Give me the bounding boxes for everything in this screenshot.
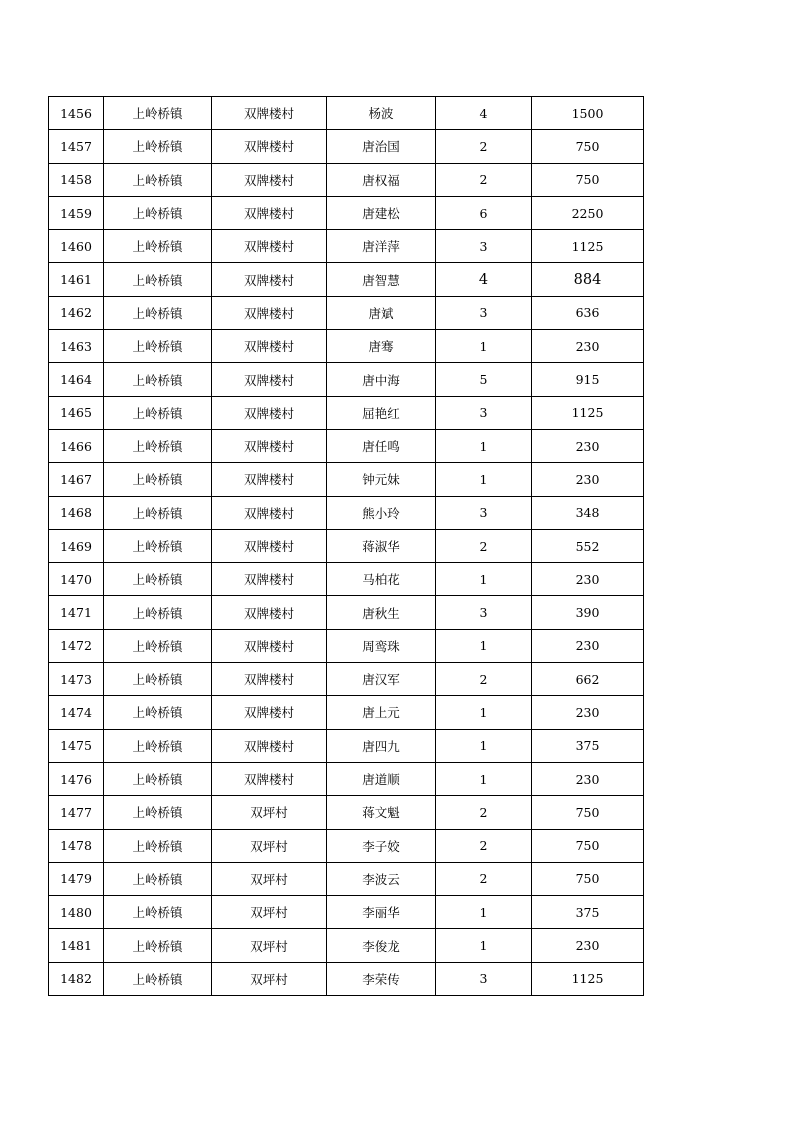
amount-cell: 230 [532,563,644,596]
household-count-cell: 1 [436,929,532,962]
town-cell: 上岭桥镇 [104,696,212,729]
table-row [49,163,644,196]
town-cell: 上岭桥镇 [104,962,212,995]
row-number-cell: 1482 [49,962,104,995]
name-cell: 唐权福 [327,163,436,196]
name-cell: 唐斌 [327,296,436,329]
town-cell: 上岭桥镇 [104,429,212,462]
table-row [49,929,644,962]
table-row [49,463,644,496]
name-cell: 唐上元 [327,696,436,729]
town-cell: 上岭桥镇 [104,862,212,895]
village-cell: 双牌楼村 [212,230,327,263]
name-cell: 唐洋萍 [327,230,436,263]
household-count-cell: 2 [436,829,532,862]
household-count-cell: 3 [436,396,532,429]
village-cell: 双牌楼村 [212,629,327,662]
town-cell: 上岭桥镇 [104,496,212,529]
village-cell: 双坪村 [212,829,327,862]
table-row [49,130,644,163]
household-count-cell: 2 [436,163,532,196]
row-number-cell: 1471 [49,596,104,629]
town-cell: 上岭桥镇 [104,230,212,263]
table-row [49,330,644,363]
village-cell: 双坪村 [212,796,327,829]
amount-cell: 552 [532,529,644,562]
village-cell: 双牌楼村 [212,97,327,130]
amount-cell: 230 [532,929,644,962]
amount-cell: 1125 [532,396,644,429]
town-cell: 上岭桥镇 [104,596,212,629]
row-number-cell: 1462 [49,296,104,329]
name-cell: 蒋淑华 [327,529,436,562]
row-number-cell: 1464 [49,363,104,396]
village-cell: 双牌楼村 [212,130,327,163]
row-number-cell: 1457 [49,130,104,163]
table-row [49,230,644,263]
name-cell: 唐治国 [327,130,436,163]
amount-cell: 750 [532,796,644,829]
amount-cell: 348 [532,496,644,529]
town-cell: 上岭桥镇 [104,663,212,696]
town-cell: 上岭桥镇 [104,330,212,363]
table-row [49,529,644,562]
row-number-cell: 1460 [49,230,104,263]
data-table-container [48,96,644,996]
table-row [49,563,644,596]
amount-cell: 750 [532,130,644,163]
village-cell: 双坪村 [212,962,327,995]
amount-cell: 750 [532,862,644,895]
town-cell: 上岭桥镇 [104,263,212,296]
village-cell: 双牌楼村 [212,296,327,329]
table-row [49,829,644,862]
household-count-cell: 1 [436,762,532,795]
table-row [49,663,644,696]
name-cell: 唐建松 [327,196,436,229]
village-cell: 双坪村 [212,896,327,929]
table-row [49,363,644,396]
amount-cell: 750 [532,163,644,196]
amount-cell: 2250 [532,196,644,229]
table-row [49,962,644,995]
household-count-cell: 3 [436,296,532,329]
row-number-cell: 1477 [49,796,104,829]
town-cell: 上岭桥镇 [104,396,212,429]
name-cell: 李丽华 [327,896,436,929]
village-cell: 双牌楼村 [212,529,327,562]
household-count-cell: 1 [436,629,532,662]
amount-cell: 230 [532,629,644,662]
town-cell: 上岭桥镇 [104,196,212,229]
town-cell: 上岭桥镇 [104,97,212,130]
village-cell: 双牌楼村 [212,696,327,729]
village-cell: 双坪村 [212,929,327,962]
row-number-cell: 1475 [49,729,104,762]
name-cell: 唐智慧 [327,263,436,296]
town-cell: 上岭桥镇 [104,463,212,496]
village-cell: 双牌楼村 [212,263,327,296]
name-cell: 马柏花 [327,563,436,596]
name-cell: 熊小玲 [327,496,436,529]
village-cell: 双牌楼村 [212,762,327,795]
village-cell: 双牌楼村 [212,463,327,496]
town-cell: 上岭桥镇 [104,629,212,662]
village-cell: 双牌楼村 [212,196,327,229]
row-number-cell: 1466 [49,429,104,462]
village-cell: 双牌楼村 [212,496,327,529]
household-count-cell: 1 [436,463,532,496]
village-cell: 双牌楼村 [212,596,327,629]
amount-cell: 636 [532,296,644,329]
amount-cell: 375 [532,729,644,762]
village-cell: 双牌楼村 [212,396,327,429]
data-table [48,96,644,996]
row-number-cell: 1456 [49,97,104,130]
household-count-cell: 3 [436,496,532,529]
name-cell: 李俊龙 [327,929,436,962]
row-number-cell: 1481 [49,929,104,962]
name-cell: 李荣传 [327,962,436,995]
row-number-cell: 1461 [49,263,104,296]
town-cell: 上岭桥镇 [104,762,212,795]
row-number-cell: 1463 [49,330,104,363]
household-count-cell: 2 [436,862,532,895]
table-row [49,762,644,795]
household-count-cell: 1 [436,429,532,462]
town-cell: 上岭桥镇 [104,529,212,562]
table-row [49,696,644,729]
village-cell: 双牌楼村 [212,330,327,363]
row-number-cell: 1476 [49,762,104,795]
household-count-cell: 1 [436,729,532,762]
amount-cell: 750 [532,829,644,862]
row-number-cell: 1478 [49,829,104,862]
town-cell: 上岭桥镇 [104,130,212,163]
name-cell: 唐秋生 [327,596,436,629]
table-row [49,862,644,895]
row-number-cell: 1459 [49,196,104,229]
amount-cell: 1125 [532,230,644,263]
household-count-cell: 2 [436,663,532,696]
row-number-cell: 1468 [49,496,104,529]
village-cell: 双牌楼村 [212,429,327,462]
row-number-cell: 1469 [49,529,104,562]
household-count-cell: 5 [436,363,532,396]
row-number-cell: 1470 [49,563,104,596]
row-number-cell: 1480 [49,896,104,929]
town-cell: 上岭桥镇 [104,296,212,329]
table-row [49,396,644,429]
name-cell: 李波云 [327,862,436,895]
town-cell: 上岭桥镇 [104,796,212,829]
table-row [49,429,644,462]
amount-cell: 1125 [532,962,644,995]
name-cell: 唐四九 [327,729,436,762]
table-row [49,296,644,329]
amount-cell: 230 [532,762,644,795]
row-number-cell: 1465 [49,396,104,429]
table-row [49,97,644,130]
table-row [49,196,644,229]
town-cell: 上岭桥镇 [104,563,212,596]
name-cell: 李子姣 [327,829,436,862]
amount-cell: 230 [532,330,644,363]
row-number-cell: 1474 [49,696,104,729]
table-row [49,729,644,762]
town-cell: 上岭桥镇 [104,363,212,396]
household-count-cell: 2 [436,796,532,829]
amount-cell: 230 [532,696,644,729]
name-cell: 唐道顺 [327,762,436,795]
town-cell: 上岭桥镇 [104,829,212,862]
household-count-cell: 1 [436,696,532,729]
table-row [49,263,644,296]
household-count-cell: 1 [436,563,532,596]
household-count-cell: 4 [436,97,532,130]
amount-cell: 230 [532,463,644,496]
name-cell: 屈艳红 [327,396,436,429]
household-count-cell: 3 [436,596,532,629]
village-cell: 双牌楼村 [212,563,327,596]
name-cell: 杨波 [327,97,436,130]
table-row [49,629,644,662]
amount-cell: 915 [532,363,644,396]
amount-cell: 390 [532,596,644,629]
name-cell: 唐中海 [327,363,436,396]
amount-cell: 230 [532,429,644,462]
amount-cell: 884 [532,263,644,296]
amount-cell: 375 [532,896,644,929]
household-count-cell: 6 [436,196,532,229]
village-cell: 双牌楼村 [212,363,327,396]
table-row [49,596,644,629]
amount-cell: 1500 [532,97,644,130]
household-count-cell: 3 [436,962,532,995]
name-cell: 唐骞 [327,330,436,363]
row-number-cell: 1458 [49,163,104,196]
town-cell: 上岭桥镇 [104,896,212,929]
town-cell: 上岭桥镇 [104,163,212,196]
table-body [49,97,644,996]
village-cell: 双牌楼村 [212,729,327,762]
amount-cell: 662 [532,663,644,696]
household-count-cell: 3 [436,230,532,263]
village-cell: 双牌楼村 [212,663,327,696]
household-count-cell: 1 [436,330,532,363]
name-cell: 钟元妹 [327,463,436,496]
row-number-cell: 1479 [49,862,104,895]
village-cell: 双牌楼村 [212,163,327,196]
household-count-cell: 4 [436,263,532,296]
name-cell: 唐汉军 [327,663,436,696]
table-row [49,796,644,829]
household-count-cell: 2 [436,529,532,562]
name-cell: 唐任鸣 [327,429,436,462]
household-count-cell: 2 [436,130,532,163]
name-cell: 蒋文魁 [327,796,436,829]
town-cell: 上岭桥镇 [104,729,212,762]
row-number-cell: 1473 [49,663,104,696]
village-cell: 双坪村 [212,862,327,895]
table-row [49,896,644,929]
name-cell: 周鸾珠 [327,629,436,662]
row-number-cell: 1467 [49,463,104,496]
row-number-cell: 1472 [49,629,104,662]
town-cell: 上岭桥镇 [104,929,212,962]
household-count-cell: 1 [436,896,532,929]
table-row [49,496,644,529]
